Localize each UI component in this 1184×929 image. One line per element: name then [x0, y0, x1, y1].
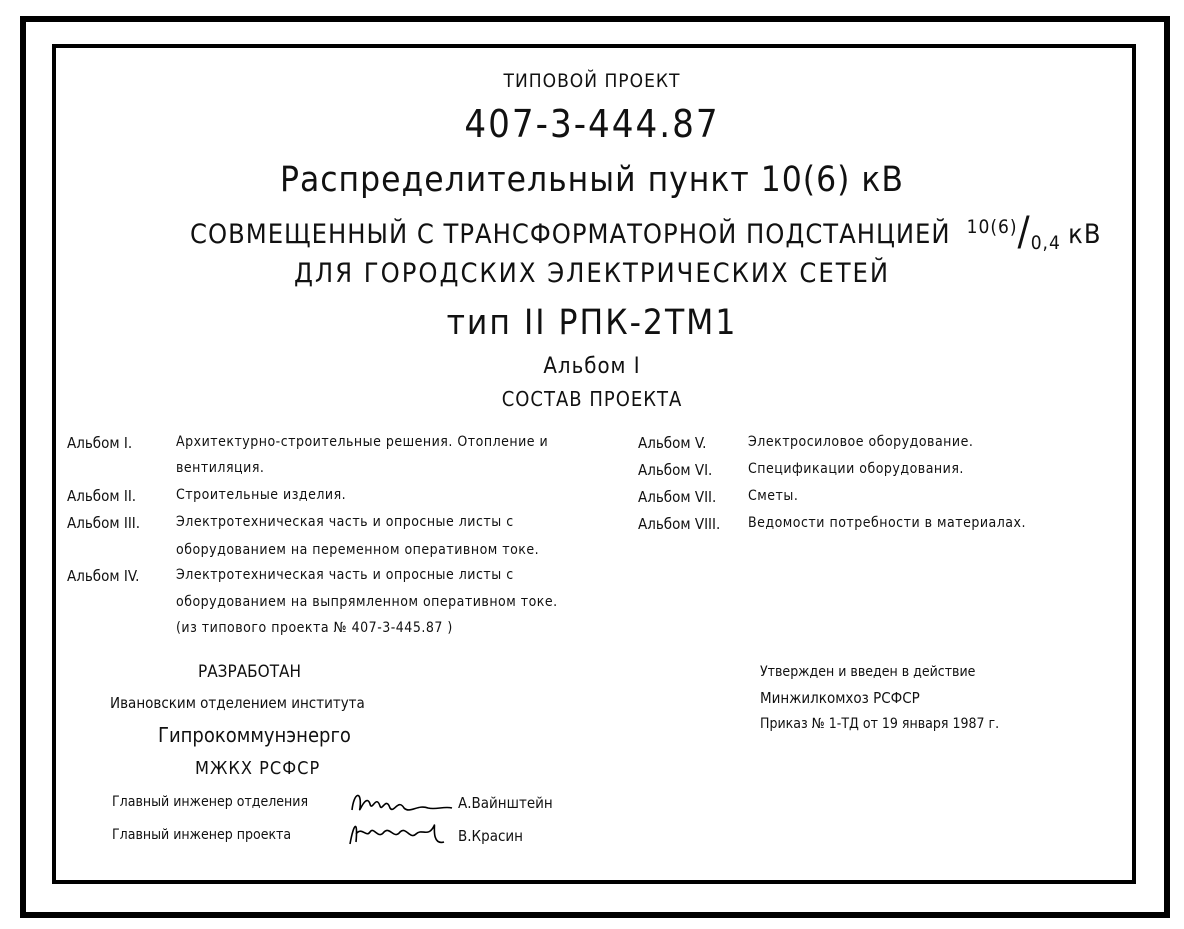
album-2-line-1: Строительные изделия. [176, 487, 347, 503]
album-3-line-2: оборудованием на переменном оперативном токе. [176, 542, 540, 558]
signer-1-name: А.Вайнштейн [458, 794, 553, 812]
signer-2-name: В.Красин [458, 827, 523, 845]
album-6-line-1: Спецификации оборудования. [748, 461, 964, 477]
fraction-denominator: 0,4 [1030, 232, 1061, 254]
voltage-fraction [959, 209, 1068, 255]
album-4-label: Альбом IV. [67, 567, 140, 585]
album-8-label: Альбом VIII. [638, 515, 721, 533]
contents-title: СОСТАВ ПРОЕКТА [501, 387, 683, 411]
fraction-slash: / [1017, 209, 1031, 255]
approval-line-2: Минжилкомхоз РСФСР [760, 689, 920, 707]
title-line-3: ДЛЯ ГОРОДСКИХ ЭЛЕКТРИЧЕСКИХ СЕТЕЙ [293, 258, 891, 289]
fraction-unit: кВ [1068, 219, 1102, 250]
developer-heading: РАЗРАБОТАН [198, 662, 301, 682]
approval-line-1: Утвержден и введен в действие [760, 664, 976, 680]
fraction-numerator: 10(6) [966, 216, 1018, 238]
album-8-line-1: Ведомости потребности в материалах. [748, 515, 1026, 531]
album-1-line-2: вентиляция. [176, 460, 265, 476]
album-7-line-1: Сметы. [748, 488, 799, 504]
album-6-label: Альбом VI. [638, 461, 713, 479]
signer-1-role: Главный инженер отделения [112, 794, 309, 810]
developer-org-line-1: Ивановским отделением института [110, 694, 365, 712]
album-title: Альбом I [543, 354, 641, 379]
album-5-label: Альбом V. [638, 434, 707, 452]
title-line-2-text: СОВМЕЩЕННЫЙ С ТРАНСФОРМАТОРНОЙ ПОДСТАНЦИЕЙ [190, 219, 951, 250]
title-line-2 [190, 207, 1102, 253]
project-number: 407-3-444.87 [464, 102, 720, 146]
album-7-label: Альбом VII. [638, 488, 717, 506]
album-1-line-1: Архитектурно-строительные решения. Отопление и [176, 434, 549, 450]
album-4-line-1: Электротехническая часть и опросные листы с [176, 567, 514, 583]
album-5-line-1: Электросиловое оборудование. [748, 434, 974, 450]
developer-org-line-3: МЖКХ РСФСР [195, 758, 321, 779]
album-1-label: Альбом I. [67, 434, 133, 452]
signer-2-role: Главный инженер проекта [112, 827, 292, 843]
album-3-label: Альбом III. [67, 514, 141, 532]
album-4-line-2: оборудованием на выпрямленном оперативном токе. [176, 594, 558, 610]
developer-org-line-2: Гипрокоммунэнерго [158, 723, 351, 747]
album-3-line-1: Электротехническая часть и опросные листы с [176, 514, 514, 530]
album-2-label: Альбом II. [67, 487, 137, 505]
signature-2-icon [344, 812, 454, 852]
project-label: ТИПОВОЙ ПРОЕКТ [503, 70, 681, 92]
type-line: тип II РПК-2ТМ1 [446, 303, 738, 343]
approval-line-3: Приказ № 1-ТД от 19 января 1987 г. [760, 716, 1000, 732]
album-4-line-3: (из типового проекта № 407-3-445.87 ) [176, 620, 453, 636]
title-line-1: Распределительный пункт 10(6) кВ [279, 160, 905, 200]
